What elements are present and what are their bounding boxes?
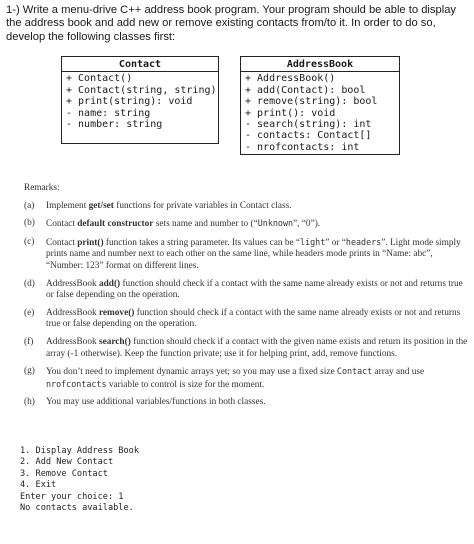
remark-text: function should check if a contact with the same name already exists or not and returns true or false depending on the operation.	[46, 307, 461, 330]
remark-text: Implement	[46, 200, 89, 211]
remark-text: function should check if a contact with the given name exists and return its position in the array (-1 otherwise). Keep the function private; use it for helping print, add, remove functions.	[46, 336, 468, 359]
addressbook-class-title: AddressBook	[286, 59, 354, 70]
remark-text: get/set	[88, 200, 114, 211]
remark-text: variable to control is size for the moment.	[106, 379, 265, 390]
addressbook-class-divider	[241, 71, 399, 72]
remark-item	[24, 397, 470, 409]
remark-text: remove()	[98, 307, 135, 318]
remarks-title: Remarks:	[24, 183, 60, 193]
remarks-list	[24, 201, 470, 409]
remark-text: ”, “0”).	[293, 219, 321, 230]
remark-text: add()	[98, 278, 121, 289]
remark-text: function should check if a contact with the same name already exists or not and returns true or false depending on the operation.	[46, 278, 463, 301]
contact-method: + print(string): void	[66, 96, 193, 108]
remark-label: (d)	[24, 278, 35, 289]
remark-text: light	[300, 236, 326, 247]
contact-attribute: - name: string	[66, 107, 151, 119]
sample-output	[20, 446, 139, 514]
remark-item	[24, 308, 470, 331]
remark-text: search()	[98, 336, 131, 347]
remark-label: (g)	[24, 366, 35, 377]
remark-text: ”. Light mode simply prints name and number next to each other on the same line, while headers mode prints in “Name: abc”, “Number: 123” format on different lines.	[46, 237, 461, 271]
addressbook-method: + print(): void	[245, 107, 336, 119]
addressbook-class-members	[241, 73, 399, 153]
remark-label: (b)	[24, 218, 35, 229]
remark-label: (f)	[24, 336, 34, 347]
remark-text: array and use	[372, 367, 425, 378]
addressbook-attribute: - nrofcontacts: int	[245, 141, 360, 153]
remark-text: nrofcontacts	[46, 378, 107, 389]
contact-class-title: Contact	[118, 59, 162, 70]
contact-class-diagram	[61, 56, 219, 144]
contact-class-members	[62, 73, 218, 130]
addressbook-attribute: - search(string): int	[245, 119, 372, 131]
remark-text: You may use additional variables/functions in both classes.	[46, 397, 266, 408]
remark-text: print()	[77, 237, 104, 248]
contact-class-divider	[62, 71, 218, 72]
remark-text: AddressBook	[46, 307, 99, 318]
remark-text: Contact	[336, 366, 373, 377]
addressbook-attribute: - contacts: Contact[]	[245, 130, 372, 142]
addressbook-method: + remove(string): bool	[245, 96, 378, 108]
contact-method: + Contact()	[66, 73, 133, 85]
remark-text: default constructor	[77, 219, 154, 230]
remark-item	[24, 337, 470, 360]
question-intro: 1-) Write a menu-drive C++ address book program. Your program should be able to display the address book and add new or remove existing contacts from/to it. In order to do so, develop the following classes first:	[6, 4, 457, 43]
remark-label: (e)	[24, 307, 35, 318]
remark-text: function takes a string parameter. Its values can be “	[103, 237, 301, 248]
remark-text: headers	[345, 236, 382, 247]
sample-output-line: Enter your choice: 1	[20, 491, 124, 502]
remark-item	[24, 218, 470, 231]
sample-output-line: 3. Remove Contact	[20, 468, 108, 479]
remark-item	[24, 366, 470, 391]
contact-attribute: - number: string	[66, 119, 163, 131]
remark-text: You don’t need to implement dynamic arrays yet; so you may use a fixed size	[46, 367, 337, 378]
remark-text: Unknown	[257, 218, 294, 229]
remark-text: sets name and number to (“	[153, 219, 258, 230]
sample-output-line: 1. Display Address Book	[20, 446, 139, 456]
remark-text: functions for private variables in Contact class.	[113, 200, 292, 211]
remark-item	[24, 279, 470, 302]
remark-item	[24, 237, 470, 273]
sample-output-line: 4. Exit	[20, 480, 57, 491]
addressbook-method: + AddressBook()	[245, 73, 336, 85]
remark-label: (c)	[24, 236, 35, 247]
remark-label: (h)	[24, 397, 35, 408]
remark-item	[24, 201, 470, 213]
remarks-section	[24, 183, 470, 415]
remark-text: AddressBook	[46, 336, 99, 347]
remark-text: AddressBook	[46, 278, 99, 289]
contact-method: + Contact(string, string)	[66, 84, 217, 96]
remark-text: ” or “	[325, 237, 346, 248]
remark-label: (a)	[24, 200, 35, 211]
sample-output-line: 2. Add New Contact	[20, 457, 114, 468]
sample-output-line: No contacts available.	[20, 503, 134, 514]
addressbook-method: + add(Contact): bool	[245, 84, 366, 96]
remark-text: Contact	[46, 237, 78, 248]
remark-text: Contact	[46, 219, 78, 230]
addressbook-class-diagram	[240, 56, 400, 155]
